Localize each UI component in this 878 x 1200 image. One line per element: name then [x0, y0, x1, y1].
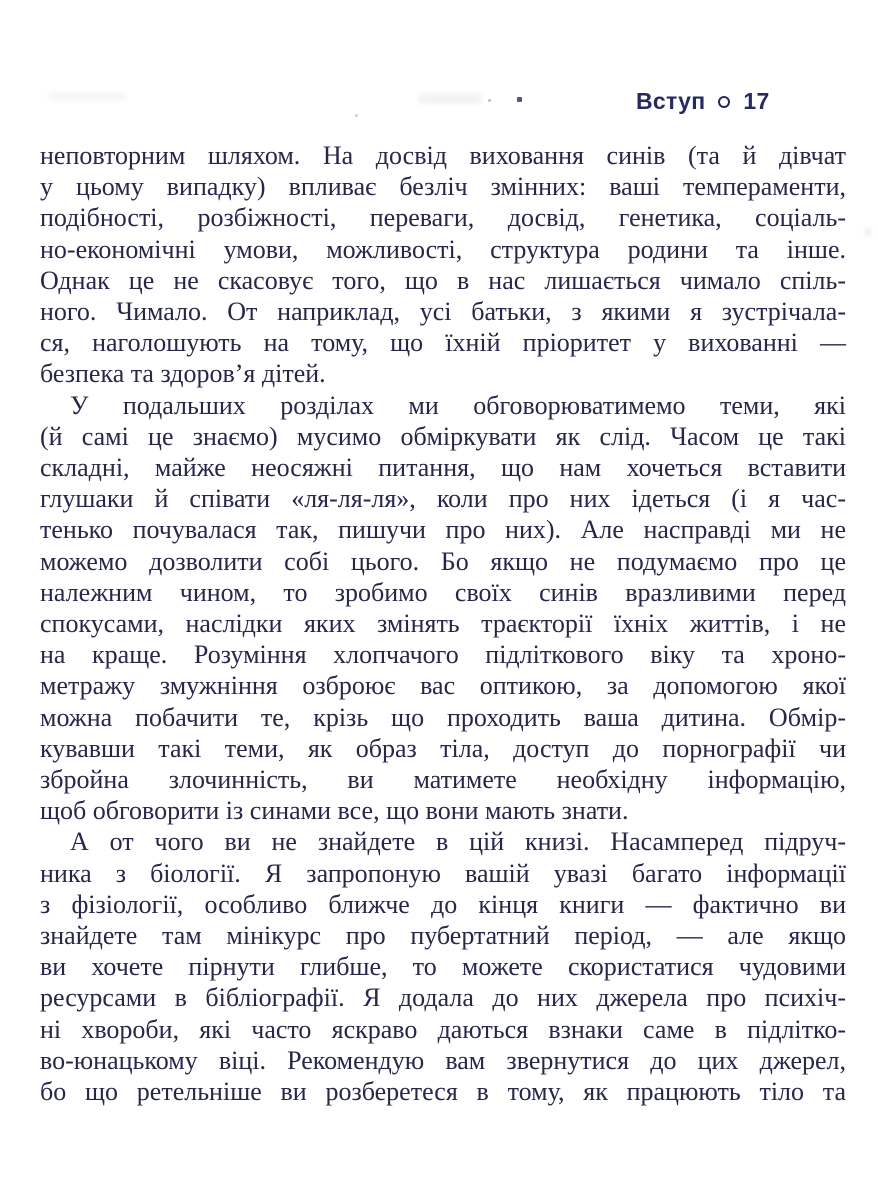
text-line: збройна злочинність, ви матимете необхідну інформацію, [40, 765, 846, 795]
text-line: У подальших розділах ми обговорюватимемо теми, які [70, 390, 846, 420]
text-line: знайдете там мінікурс про пубертатний період, — але якщо [40, 921, 846, 951]
text-line: безпека та здоров’я дітей. [40, 359, 326, 389]
text-line: (й самі це знаємо) мусимо обміркувати як слід. Часом це такі [40, 421, 846, 451]
text-line: складні, майже неосяжні питання, що нам хочеться вставити [40, 453, 846, 483]
text-line: Однак це не скасовує того, що в нас лишається чимало спіль- [40, 265, 846, 295]
text-line: но-економічні умови, можливості, структура родини та інше. [40, 234, 846, 264]
text-line: во-юнацькому віці. Рекомендую вам звернутися до цих джерел, [40, 1045, 846, 1075]
text-line: ся, наголошують на тому, що їхній пріоритет у вихованні — [40, 328, 846, 358]
page-number: 17 [743, 88, 770, 114]
text-line: ні хвороби, які часто яскраво даються взнаки саме в підлітко- [40, 1014, 846, 1044]
text-line: тенько почувалася так, пишучи про них). Але насправді ми не [40, 515, 846, 545]
text-line: ви хочете пірнути глибше, то можете скористатися чудовими [40, 952, 846, 982]
text-line: ресурсами в бібліографії. Я додала до них джерела про психіч- [40, 983, 846, 1013]
text-line: щоб обговорити із синами все, що вони мають знати. [40, 796, 629, 826]
text-line: А от чого ви не знайдете в цій книзі. Насамперед підруч- [70, 827, 846, 857]
text-line: можна побачити те, крізь що проходить ваша дитина. Обмір- [40, 702, 846, 732]
text-block [40, 140, 846, 1107]
section-title: Вступ [636, 88, 706, 114]
running-head [636, 88, 770, 115]
text-line: подібності, розбіжності, переваги, досвід, генетика, соціаль- [40, 203, 846, 233]
text-line: з фізіології, особливо ближче до кінця книги — фактично ви [40, 889, 846, 919]
scan-artifact [488, 99, 491, 102]
text-line: належним чином, то зробимо своїх синів вразливими перед [40, 577, 846, 607]
scan-artifact [517, 97, 522, 102]
text-line: ника з біології. Я запропоную вашій увазі багато інформації [40, 858, 846, 888]
text-line: глушаки й співати «ля-ля-ля», коли про них ідеться (і я час- [40, 484, 846, 514]
text-line: спокусами, наслідки яких змінять траєкторії їхніх життів, і не [40, 609, 846, 639]
scan-artifact [418, 93, 482, 104]
text-line: на краще. Розуміння хлопчачого підліткового віку та хроно- [40, 640, 846, 670]
scan-artifact [48, 92, 126, 101]
text-line: кувавши такі теми, як образ тіла, доступ до порнографії чи [40, 733, 846, 763]
text-line: бо що ретельніше ви розберетеся в тому, як працюють тіло та [40, 1077, 846, 1107]
text-line: у цьому випадку) впливає безліч змінних: ваші темпераменти, [40, 172, 846, 202]
text-line: ного. Чимало. От наприклад, усі батьки, з якими я зустрічала- [40, 297, 846, 327]
scan-artifact [864, 228, 872, 236]
text-line: неповторним шляхом. На досвід виховання синів (та й дівчат [40, 141, 846, 170]
circle-separator-icon [718, 96, 730, 108]
scan-artifact [355, 114, 358, 117]
text-line: метражу змужніння озброює вас оптикою, за допомогою якої [40, 671, 846, 701]
text-line: можемо дозволити собі цього. Бо якщо не подумаємо про це [40, 546, 846, 576]
